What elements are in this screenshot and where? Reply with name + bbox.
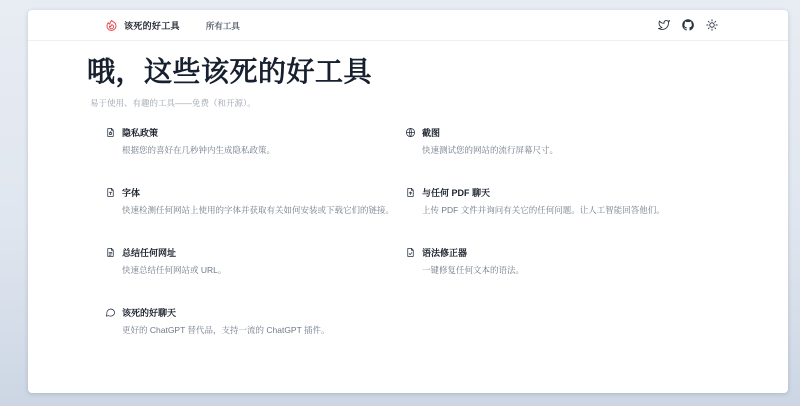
document-check-icon: [405, 247, 416, 258]
flame-logo-icon: [105, 19, 118, 32]
document-privacy-icon: [105, 127, 116, 138]
theme-toggle-sun-icon[interactable]: [706, 19, 718, 31]
tool-title: 与任何 PDF 聊天: [422, 188, 491, 198]
hero-section: [87, 50, 372, 109]
twitter-icon[interactable]: [658, 19, 670, 31]
tool-card[interactable]: [105, 126, 405, 156]
document-list-icon: [105, 247, 116, 258]
site-title: 该死的好工具: [124, 20, 180, 31]
tool-card[interactable]: [405, 186, 705, 216]
tool-title: 截图: [422, 128, 441, 138]
tool-description: 快速测试您的网站的流行屏幕尺寸。: [422, 145, 559, 155]
tool-description: 更好的 ChatGPT 替代品，支持一流的 ChatGPT 插件。: [122, 325, 330, 335]
tool-title: 字体: [122, 188, 141, 198]
tool-card[interactable]: [105, 246, 405, 276]
nav-all-tools[interactable]: 所有工具: [205, 21, 240, 31]
page-subtitle: 易于使用、有趣的工具——免费（和开源）。: [90, 98, 256, 108]
main-nav: [206, 16, 240, 34]
document-font-icon: [105, 187, 116, 198]
tool-title: 总结任何网址: [122, 248, 177, 258]
tool-card[interactable]: [405, 126, 705, 156]
tool-description: 根据您的喜好在几秒钟内生成隐私政策。: [122, 145, 276, 155]
tool-title: 该死的好聊天: [122, 308, 177, 318]
globe-icon: [405, 127, 416, 138]
tool-card[interactable]: [105, 306, 405, 336]
site-header: [28, 10, 788, 41]
tool-description: 一键修复任何文本的语法。: [422, 265, 525, 275]
tool-card[interactable]: [105, 186, 405, 216]
tool-description: 快速检测任何网站上使用的字体并获取有关如何安装或下载它们的链接。: [122, 205, 395, 215]
github-icon[interactable]: [682, 19, 694, 31]
brand-home-link[interactable]: [105, 19, 180, 32]
main-card: [28, 10, 788, 393]
tool-title: 语法修正器: [422, 248, 468, 258]
header-actions: [658, 19, 718, 31]
chat-bubble-icon: [105, 307, 116, 318]
tool-description: 上传 PDF 文件并询问有关它的任何问题。让人工智能回答他们。: [422, 205, 665, 215]
tools-grid: [105, 126, 717, 336]
tool-description: 快速总结任何网站或 URL。: [122, 265, 227, 275]
tool-card[interactable]: [405, 246, 705, 276]
page-title: 哦，这些该死的好工具: [87, 56, 373, 87]
tool-title: 隐私政策: [122, 128, 159, 138]
document-upload-icon: [405, 187, 416, 198]
